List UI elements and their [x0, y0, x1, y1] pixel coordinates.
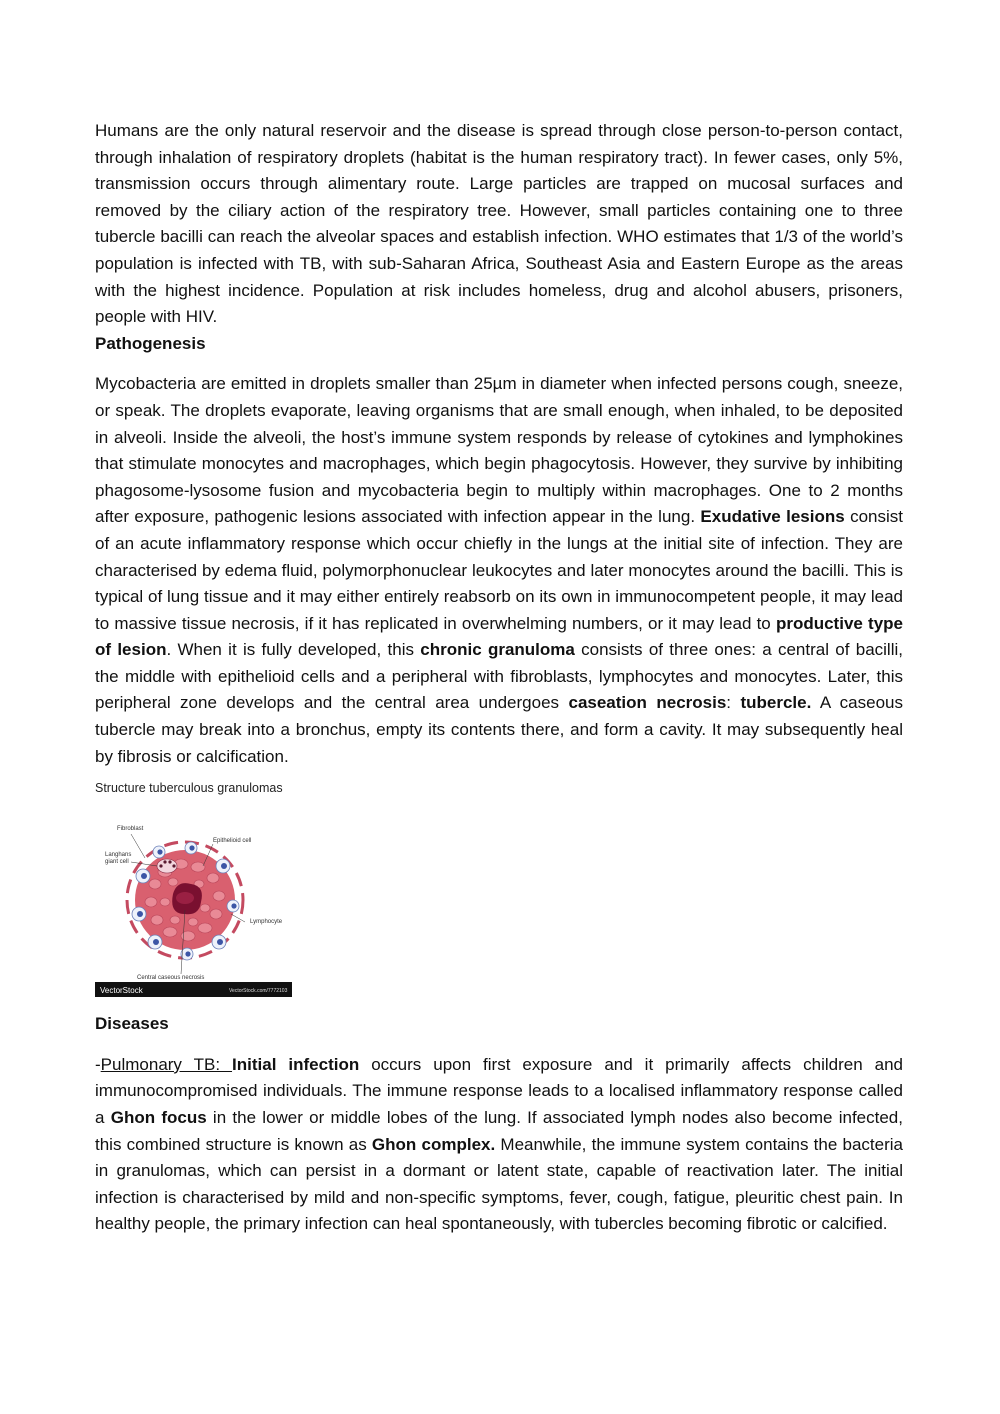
granuloma-illustration: [95, 814, 292, 997]
text-run: Meanwhile, the immune system contains the bacteria in granulomas, which can persist in a dormant or latent state, capable of reactivation later. The initial infection is characterised by mild and non-specific symptoms, fever, cough, fatigue, pleuritic chest pain. In healthy people, the primary infection can heal spontaneously, with tubercles becoming fibrotic or calcified.: [95, 1134, 904, 1234]
watermark-url: VectorStock.com/7772103: [229, 988, 288, 995]
page-content: [95, 118, 903, 1238]
pathogenesis-paragraph: [95, 371, 903, 770]
term-ghon-focus: Ghon focus: [110, 1108, 207, 1128]
text-run: A caseous tubercle may break into a bronchus, empty its contents there, and form a cavity. It may subsequently heal by fibrosis or calcification.: [95, 693, 904, 766]
granuloma-figure: [95, 814, 292, 997]
label-fibroblast: Fibroblast: [117, 826, 144, 833]
term-exudative-lesions: Exudative lesions: [700, 507, 845, 527]
label-giant-cell: giant cell: [105, 859, 129, 866]
list-dash: -: [95, 1054, 101, 1074]
term-caseation-necrosis: caseation necrosis: [568, 693, 727, 713]
text-run: Mycobacteria are emitted in droplets smaller than 25µm in diameter when infected persons cough, sneeze, or speak. The droplets evaporate, leaving organisms that are small enough, when inhaled, to be deposited in alveoli. Inside the alveoli, the host’s immune system responds by release of cytokines and lymphokines that stimulate monocytes and macrophages, which begin phagocytosis. However, they survive by inhibiting phagosome-lysosome fusion and mycobacteria begin to multiply within macrophages. One to 2 months after exposure, pathogenic lesions associated with infection appear in the lung.: [95, 374, 903, 527]
pathogenesis-heading: Pathogenesis: [95, 333, 206, 353]
diseases-heading: Diseases: [95, 1014, 169, 1034]
text-run: consists of three ones: a central of bacilli, the middle with epithelioid cells and a peripheral with fibroblasts, lymphocytes and monocytes. Later, this peripheral zone develops and the central area undergoes: [95, 640, 903, 713]
watermark-vectorstock: VectorStock: [100, 986, 143, 996]
figure-caption: Structure tuberculous granulomas: [95, 781, 283, 796]
term-chronic-granuloma: chronic granuloma: [420, 640, 575, 660]
label-epithelioid-cell: Epithelioid cell: [213, 838, 252, 845]
term-initial-infection: Initial infection: [232, 1054, 360, 1074]
term-productive-lesion: productive type of lesion: [95, 613, 903, 660]
pulmonary-tb-label: Pulmonary TB:: [100, 1054, 233, 1074]
text-run: :: [726, 693, 741, 713]
label-lymphocyte: Lymphocyte: [250, 919, 283, 926]
text-run: consist of an acute inflammatory response which occur chiefly in the lungs at the initial site of infection. They are characterised by edema fluid, polymorphonuclear leukocytes and later monocytes around the bacilli. This is typical of lung tissue and it may either entirely reabsorb on its own in immunocompetent people, it may lead to massive tissue necrosis, if it has replicated in overwhelming numbers, or it may lead to: [95, 507, 903, 633]
term-ghon-complex: Ghon complex.: [371, 1134, 496, 1154]
label-langhans: Langhans: [105, 852, 132, 859]
intro-paragraph: Humans are the only natural reservoir and the disease is spread through close person-to-person contact, through inhalation of respiratory droplets (habitat is the human respiratory tract). In fewer cases, only 5%, transmission occurs through alimentary route. Large particles are trapped on mucosal surfaces and removed by the ciliary action of the respiratory tree. However, small particles containing one to three tubercle bacilli can reach the alveolar spaces and establish infection. WHO estimates that 1/3 of the world’s population is infected with TB, with sub-Saharan Africa, Southeast Asia and Eastern Europe as the areas with the highest incidence. Population at risk includes homeless, drug and alcohol abusers, prisoners, people with HIV.: [95, 121, 903, 327]
text-run: occurs upon first exposure and it primarily affects children and immunocompromised individuals. The immune response leads to a localised inflammatory response called a: [95, 1054, 903, 1128]
label-central-caseous-necrosis: Central caseous necrosis: [137, 975, 205, 982]
text-run: in the lower or middle lobes of the lung. If associated lymph nodes also become infected, this combined structure is known as: [95, 1108, 903, 1154]
text-run: . When it is fully developed, this: [166, 640, 421, 660]
diseases-paragraph: [95, 1052, 903, 1238]
term-tubercle: tubercle.: [740, 693, 812, 713]
